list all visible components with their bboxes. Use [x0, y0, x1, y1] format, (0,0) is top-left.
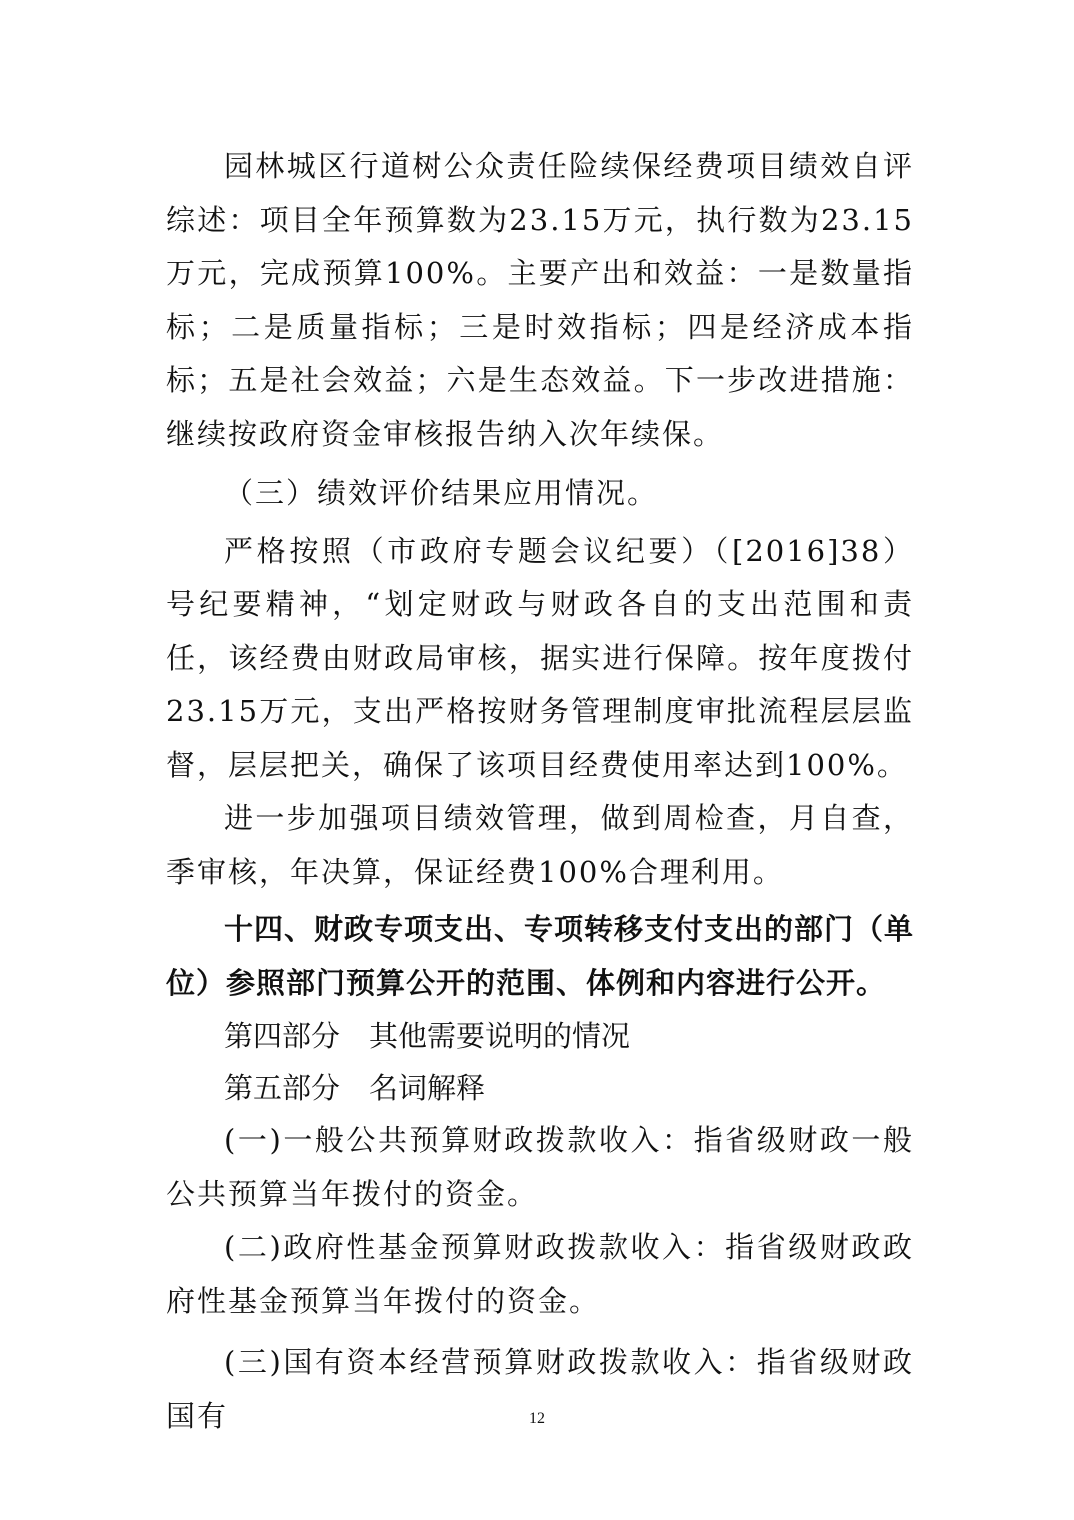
part-five-heading: 第五部分 名词解释: [224, 1071, 486, 1105]
section-fourteen-heading: 十四、财政专项支出、专项转移支付支出的部门（单位）参照部门预算公开的范围、体例和内容进行公开。: [166, 912, 915, 1000]
page-number: 12: [529, 1410, 545, 1427]
paragraph-section-three-title: （三）绩效评价结果应用情况。: [224, 476, 659, 510]
paragraph-performance-summary: 园林城区行道树公众责任险续保经费项目绩效自评综述：项目全年预算数为23.15万元，执行数为23.15万元，完成预算100%。主要产出和效益：一是数量指标；二是质量指标；三是时效指标；四是经济成本指标；五是社会效益；六是生态效益。下一步改进措施：继续按政府资金审核报告纳入次年续保。: [166, 149, 914, 451]
paragraph-management: 进一步加强项目绩效管理，做到周检查，月自查，季审核，年决算，保证经费100%合理利用。: [166, 801, 914, 889]
paragraph-application: 严格按照（市政府专题会议纪要）（[2016]38）号纪要精神，“划定财政与财政各自的支出范围和责任，该经费由财政局审核，据实进行保障。按年度拨付23.15万元，支出严格按财务管理制度审批流程层层监督，层层把关，确保了该项目经费使用率达到100%。: [166, 533, 914, 782]
definition-three: (三)国有资本经营预算财政拨款收入：指省级财政国有: [166, 1345, 914, 1433]
definition-two: (二)政府性基金预算财政拨款收入：指省级财政政府性基金预算当年拨付的资金。: [166, 1230, 914, 1318]
definition-one: (一)一般公共预算财政拨款收入：指省级财政一般公共预算当年拨付的资金。: [166, 1123, 914, 1211]
part-four-heading: 第四部分 其他需要说明的情况: [224, 1019, 631, 1053]
page-body: [166, 140, 914, 1443]
